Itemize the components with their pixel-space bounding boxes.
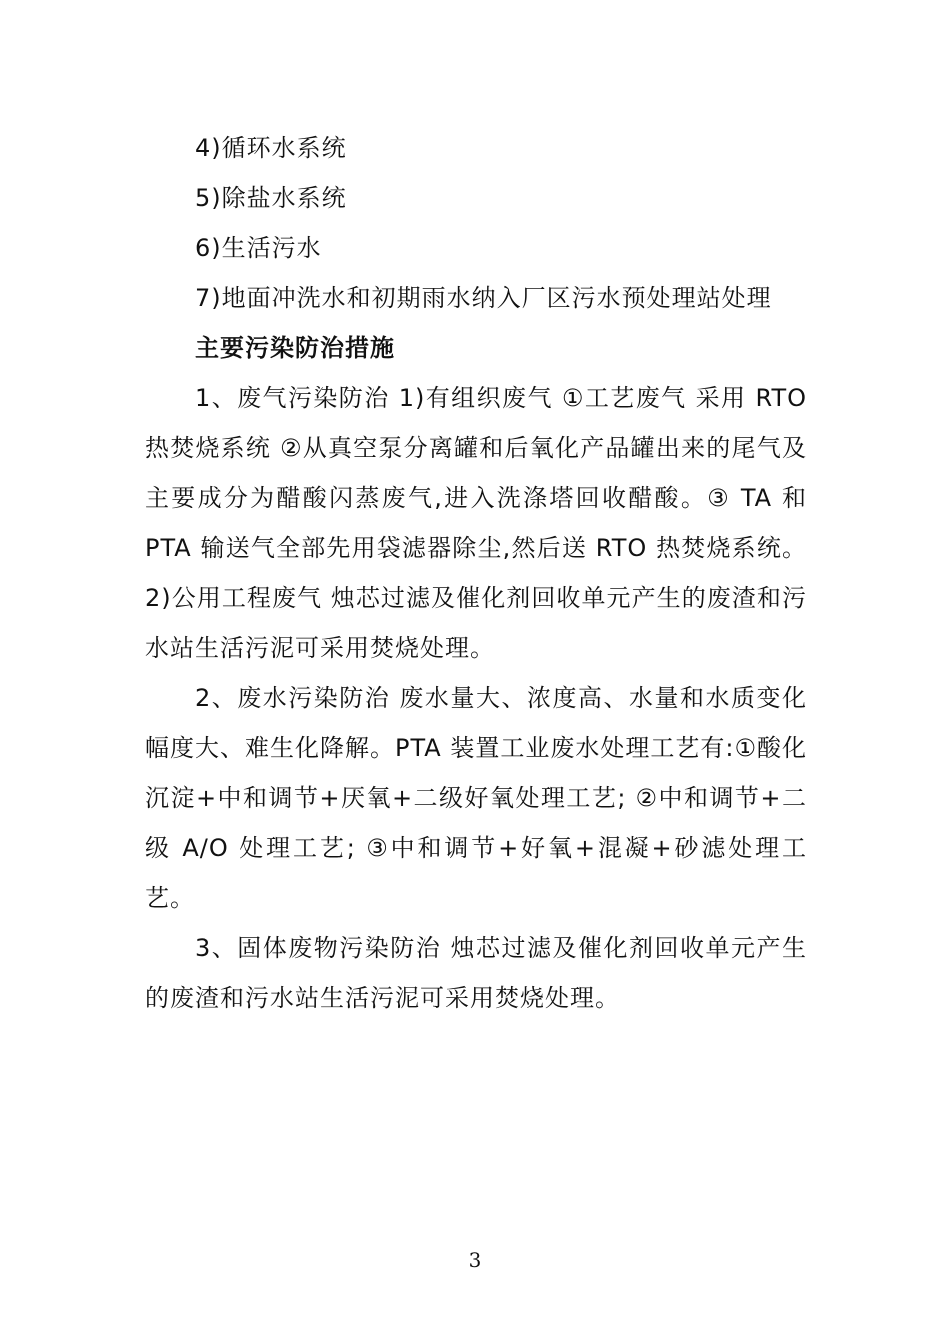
section-heading: 主要污染防治措施: [195, 334, 395, 362]
paragraph-air-pollution: 1、废气污染防治 1)有组织废气 ①工艺废气 采用 RTO 热焚烧系统 ②从真空泵分离罐和后氧化产品罐出来的尾气及主要成分为醋酸闪蒸废气,进入洗涤塔回收醋酸。③ TA 和 PTA 输送气全部先用袋滤器除尘,然后送 RTO 热焚烧系统。2)公用工程废气 烛芯过滤及催化剂回收单元产生的废渣和污水站生活污泥可采用焚烧处理。: [145, 384, 807, 662]
list-item: 6)生活污水: [195, 234, 322, 262]
document-body: [145, 123, 807, 1023]
list-item: 4)循环水系统: [195, 134, 347, 162]
list-item: 7)地面冲洗水和初期雨水纳入厂区污水预处理站处理: [195, 284, 772, 312]
page-number: 3: [468, 1248, 482, 1272]
list-item: 5)除盐水系统: [195, 184, 347, 212]
paragraph-solid-waste: 3、固体废物污染防治 烛芯过滤及催化剂回收单元产生的废渣和污水站生活污泥可采用焚烧处理。: [145, 934, 807, 1012]
paragraph-wastewater: 2、废水污染防治 废水量大、浓度高、水量和水质变化幅度大、难生化降解。PTA 装置工业废水处理工艺有:①酸化沉淀+中和调节+厌氧+二级好氧处理工艺; ②中和调节+二级 A/O 处理工艺; ③中和调节+好氧+混凝+砂滤处理工艺。: [145, 684, 807, 912]
